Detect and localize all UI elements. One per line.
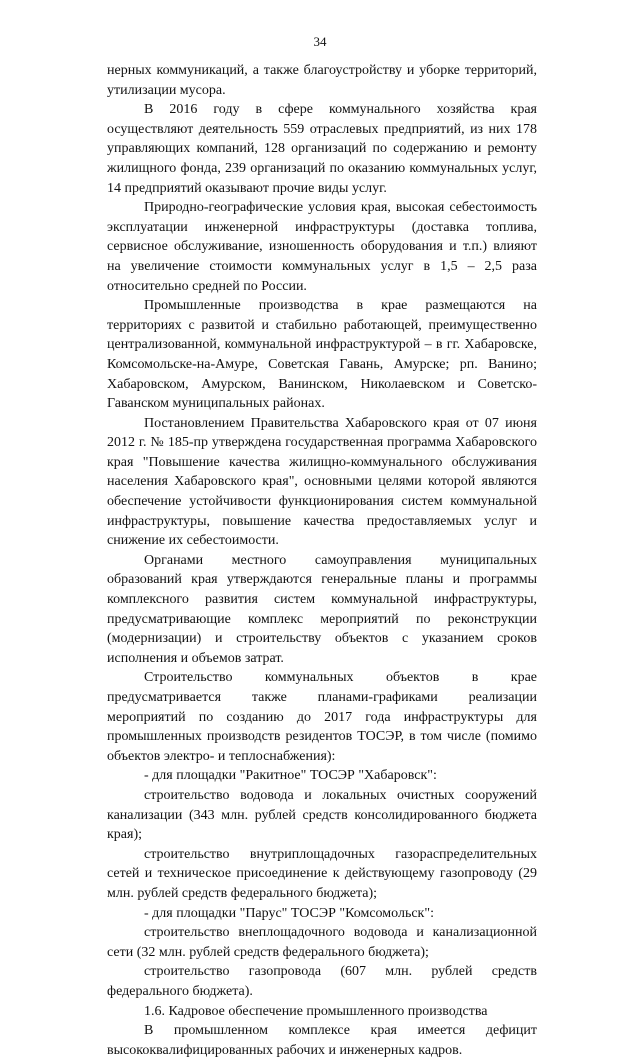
paragraph: строительство внутриплощадочных газораспределительных сетей и техническое присоединение к действующему газопроводу (29 млн. рублей средств федерального бюджета); [107,846,537,901]
list-item: - для площадки "Ракитное" ТОСЭР "Хабаровск": [144,768,437,784]
paragraph: Органами местного самоуправления муниципальных образований края утверждаются генеральные планы и программы комплексного развития систем коммунальной инфраструктуры, предусматривающие комплекс мероприятий по реконструкции (модернизации) и строительству объектов с указанием сроков исполнения и объемов затрат. [107,552,537,666]
paragraph: строительство водовода и локальных очистных сооружений канализации (343 млн. рублей средств консолидированного бюджета края); [107,787,537,843]
paragraph: строительство газопровода (607 млн. рублей средств федерального бюджета). [107,964,537,999]
section-heading: 1.6. Кадровое обеспечение промышленного производства [144,1003,488,1019]
page-number: 34 [313,34,327,49]
paragraph: нерных коммуникаций, а также благоустройству и уборке территорий, утилизации мусора. [107,63,537,98]
paragraph: Промышленные производства в крае размещаются на территориях с развитой и стабильно работающей, преимущественно централизованной, коммунальной инфраструктурой – в гг. Хабаровске, Комсомольске-на-Амуре, Советская Гавань, Амурске; рп. Ванино; Хабаровском, Амурском, Ванинском, Николаевском и Советско-Гаванском муниципальных районах. [107,298,537,412]
paragraph: В 2016 году в сфере коммунального хозяйства края осуществляют деятельность 559 отраслевых предприятий, из них 178 управляющих компаний, 128 организаций по содержанию и ремонту жилищного фонда, 239 организаций по оказанию коммунальных услуг, 14 предприятий оказывают прочие виды услуг. [107,102,537,196]
paragraph: строительство внеплощадочного водовода и канализационной сети (32 млн. рублей средств федерального бюджета); [107,925,537,960]
paragraph: Природно-географические условия края, высокая себестоимость эксплуатации инженерной инфраструктуры (доставка топлива, сервисное обслуживание, изношенность оборудования и т.п.) влияют на увеличение стоимости коммунальных услуг в 1,5 – 2,5 раза относительно средней по России. [107,200,537,294]
paragraph: Строительство коммунальных объектов в крае предусматривается также планами-графиками реализации мероприятий по созданию до 2017 года инфраструктуры для промышленных производств резидентов ТОСЭР, в том числе (помимо объектов электро- и теплоснабжения): [107,670,537,764]
body-text [107,61,537,1060]
paragraph: Постановлением Правительства Хабаровского края от 07 июня 2012 г. № 185-пр утверждена государственная программа Хабаровского края "Повышение качества жилищно-коммунального обслуживания населения Хабаровского края", основными целями которой являются обеспечение устойчивости функционирования систем коммунальной инфраструктуры, повышение качества предоставляемых услуг и снижение их себестоимости. [107,415,537,549]
paragraph: В промышленном комплексе края имеется дефицит высококвалифицированных рабочих и инженерных кадров. [107,1023,537,1058]
list-item: - для площадки "Парус" ТОСЭР "Комсомольск": [144,905,434,921]
